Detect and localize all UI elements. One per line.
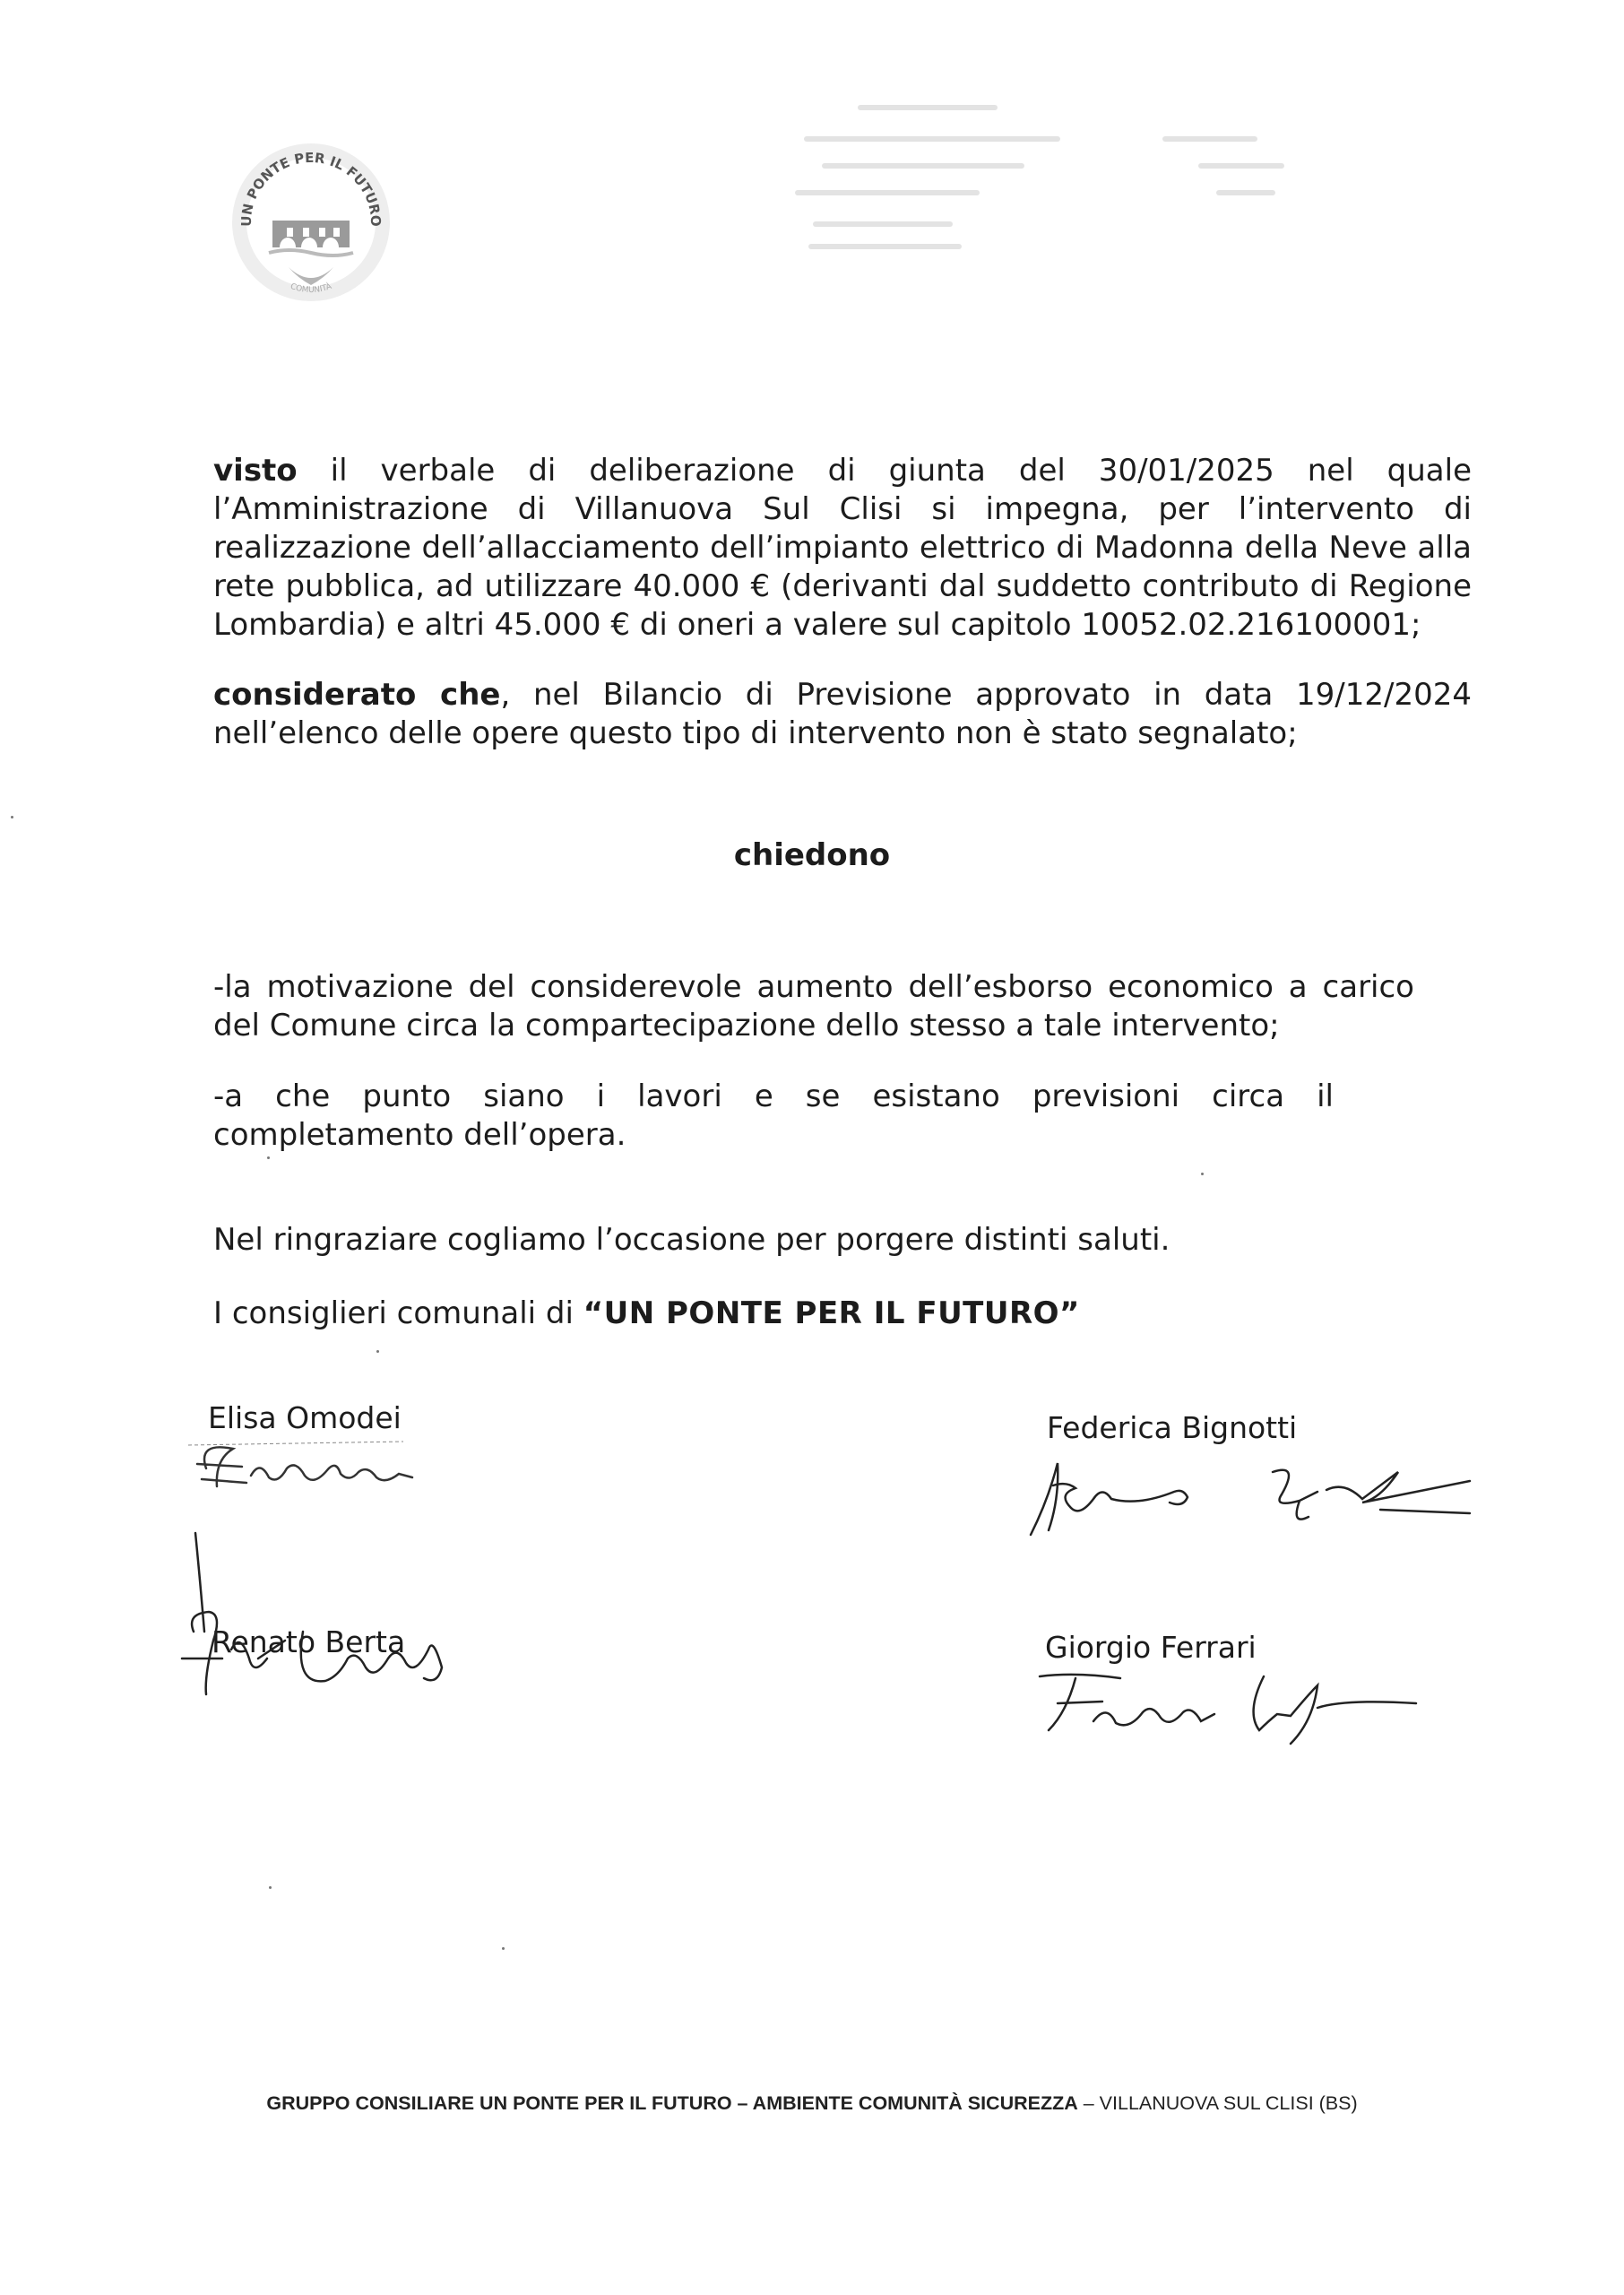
paragraph-considerato <box>213 676 1472 753</box>
paragraph-lead: visto <box>213 453 298 489</box>
signature-omodei <box>179 1433 448 1504</box>
signers-intro-text: I consiglieri comunali di <box>213 1295 583 1331</box>
signature-berta <box>168 1524 473 1703</box>
section-heading: chiedono <box>733 837 891 873</box>
scan-speck <box>376 1350 379 1353</box>
footer-group: GRUPPO CONSILIARE UN PONTE PER IL FUTURO – AMBIENTE COMUNITÀ SICUREZZA <box>266 2092 1078 2114</box>
signatory-name: Elisa Omodei <box>208 1400 402 1435</box>
bleed-through-text <box>789 99 1291 296</box>
scan-speck <box>267 1156 270 1159</box>
paragraph-text: il verbale di deliberazione di giunta del 30/01/2025 nel quale l’Amministrazione di Villanuova Sul Clisi si impegna, per l’intervento di realizzazione dell’allacciamento dell’impianto elettrico di Madonna della Neve alla rete pubblica, ad utilizzare 40.000 € (derivanti dal suddetto contributo di Regione Lombardia) e altri 45.000 € di oneri a valere sul capitolo 10052.02.216100001; <box>213 453 1472 643</box>
paragraph-lead: considerato che <box>213 677 501 713</box>
signatory-name: Renato Berta <box>212 1624 406 1659</box>
request-item: -la motivazione del considerevole aumento dell’esborso economico a carico del Comune circa la compartecipazione dello stesso a tale intervento; <box>213 969 1414 1044</box>
signature-ferrari <box>1022 1658 1434 1748</box>
signatory-name: Federica Bignotti <box>1047 1410 1298 1445</box>
signature-bignotti <box>1004 1445 1488 1544</box>
group-logo <box>226 134 396 305</box>
request-item: -a che punto siano i lavori e se esistano previsioni circa il completamento dell’opera. <box>213 1078 1334 1153</box>
scan-speck <box>11 816 13 818</box>
bridge-logo-icon <box>226 134 396 305</box>
paragraph-visto <box>213 452 1472 645</box>
paragraph-text: , nel Bilancio di Previsione approvato in data 19/12/2024 nell’elenco delle opere questo tipo di intervento non è stato segnalato; <box>213 677 1472 751</box>
scan-speck <box>269 1886 272 1889</box>
group-name: “UN PONTE PER IL FUTURO” <box>583 1295 1080 1331</box>
logo-bottom-text: COMUNITÀ <box>289 281 333 296</box>
footer-location: – VILLANUOVA SUL CLISI (BS) <box>1077 2092 1358 2114</box>
signatory-name: Giorgio Ferrari <box>1045 1630 1257 1665</box>
closing-greeting: Nel ringraziare cogliamo l’occasione per porgere distinti saluti. <box>213 1222 1170 1258</box>
signers-intro <box>213 1295 1472 1333</box>
svg-text:UN PONTE PER IL FUTURO <box>238 150 384 227</box>
footer <box>0 2092 1624 2115</box>
logo-arc-text: UN PONTE PER IL FUTURO <box>238 149 384 227</box>
scan-speck <box>1201 1173 1204 1175</box>
scan-speck <box>502 1947 505 1950</box>
